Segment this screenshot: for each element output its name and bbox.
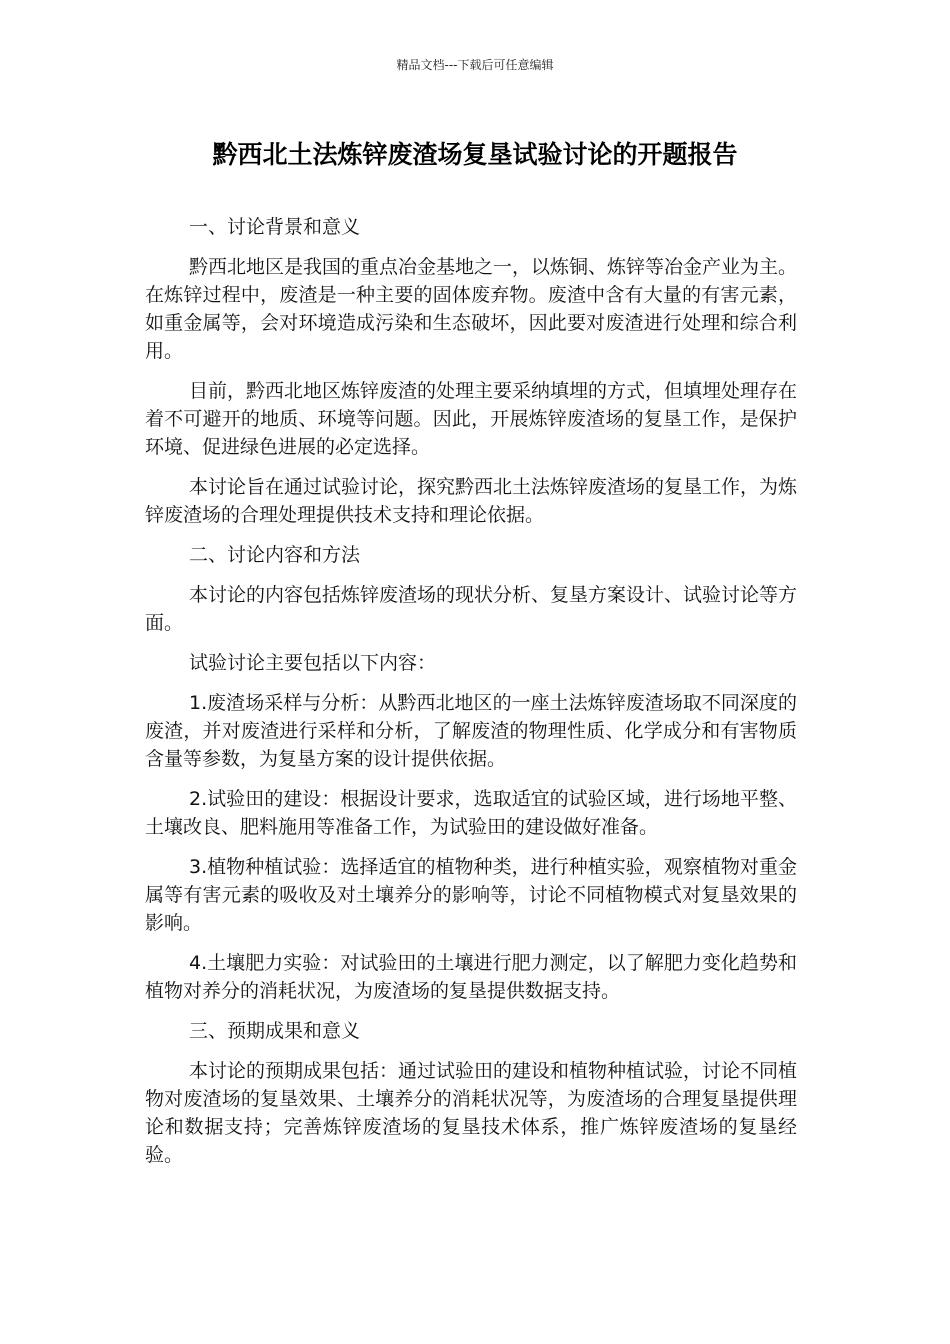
header-note: 精品文档---下载后可任意编辑	[396, 58, 554, 72]
section-heading-expected-results: 三、预期成果和意义	[189, 1020, 361, 1042]
list-item: 3.植物种植试验：选择适宜的植物种类，进行种植实验，观察植物对重金属等有害元素的吸收及对土壤养分的影响等，讨论不同植物模式对复垦效果的影响。	[145, 856, 797, 934]
list-item: 2.试验田的建设：根据设计要求，选取适宜的试验区域，进行场地平整、土壤改良、肥料施用等准备工作，为试验田的建设做好准备。	[145, 788, 797, 838]
list-item: 1.废渣场采样与分析：从黔西北地区的一座土法炼锌废渣场取不同深度的废渣，并对废渣进行采样和分析，了解废渣的物理性质、化学成分和有害物质含量等参数，为复垦方案的设计提供依据。	[145, 692, 797, 770]
paragraph: 本讨论旨在通过试验讨论，探究黔西北土法炼锌废渣场的复垦工作，为炼锌废渣场的合理处理提供技术支持和理论依据。	[145, 476, 798, 526]
paragraph: 本讨论的内容包括炼锌废渣场的现状分析、复垦方案设计、试验讨论等方面。	[145, 584, 798, 634]
paragraph: 目前，黔西北地区炼锌废渣的处理主要采纳填埋的方式，但填埋处理存在着不可避开的地质、环境等问题。因此，开展炼锌废渣场的复垦工作，是保护环境、促进绿色进展的必定选择。	[145, 380, 798, 458]
paragraph: 黔西北地区是我国的重点冶金基地之一，以炼铜、炼锌等冶金产业为主。在炼锌过程中，废渣是一种主要的固体废弃物。废渣中含有大量的有害元素，如重金属等，会对环境造成污染和生态破坏，因此要对废渣进行处理和综合利用。	[145, 256, 798, 362]
paragraph: 本讨论的预期成果包括：通过试验田的建设和植物种植试验，讨论不同植物对废渣场的复垦效果、土壤养分的消耗状况等，为废渣场的合理复垦提供理论和数据支持；完善炼锌废渣场的复垦技术体系，推广炼锌废渣场的复垦经验。	[145, 1060, 798, 1166]
list-item: 4.土壤肥力实验：对试验田的土壤进行肥力测定，以了解肥力变化趋势和植物对养分的消耗状况，为废渣场的复垦提供数据支持。	[145, 952, 797, 1002]
document-title: 黔西北土法炼锌废渣场复垦试验讨论的开题报告	[212, 140, 738, 169]
section-heading-content-methods: 二、讨论内容和方法	[189, 544, 361, 566]
section-heading-background: 一、讨论背景和意义	[189, 216, 361, 238]
paragraph: 试验讨论主要包括以下内容：	[189, 652, 437, 674]
document-body	[145, 213, 797, 1181]
